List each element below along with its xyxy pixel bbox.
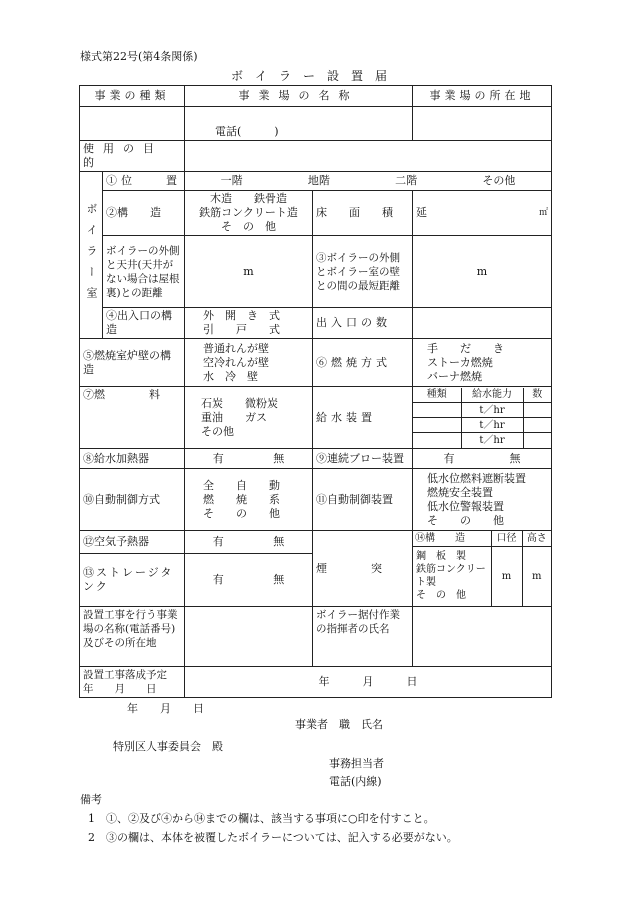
floor-area-field[interactable] bbox=[413, 191, 552, 236]
notes-heading: 備考 bbox=[80, 793, 102, 806]
chimney-table[interactable] bbox=[413, 531, 552, 607]
structure-label: ②構 造 bbox=[103, 191, 185, 236]
entrance-count-field[interactable] bbox=[413, 308, 552, 339]
wall-distance-label: ③ボイラーの外側とボイラー室の壁との間の最短距離 bbox=[313, 236, 413, 308]
auto-control-method-options[interactable] bbox=[185, 469, 313, 531]
col-count: 数 bbox=[523, 388, 551, 403]
chimney-label: 煙 突 bbox=[313, 531, 413, 607]
addressee: 特別区人事委員会 殿 bbox=[113, 740, 223, 753]
purpose-field[interactable] bbox=[185, 141, 552, 172]
fuel-options[interactable] bbox=[185, 387, 313, 449]
option-brick[interactable]: 普通れんが壁 bbox=[203, 341, 269, 355]
chimney-structure-options[interactable] bbox=[413, 546, 491, 606]
option-other[interactable]: そ の 他 bbox=[203, 506, 280, 520]
feedwater-heater-label: ⑧給水加熱器 bbox=[80, 449, 185, 469]
option-no[interactable]: 無 bbox=[509, 451, 521, 465]
option-low-water-alarm[interactable]: 低水位警報装置 bbox=[427, 499, 504, 513]
option-stoker[interactable]: ストーカ燃焼 bbox=[427, 355, 493, 369]
unit-m: m bbox=[243, 264, 254, 278]
option-hand-fired[interactable]: 手 だ き bbox=[427, 341, 504, 355]
option-water-cooled[interactable]: 水 冷 壁 bbox=[203, 369, 258, 383]
completion-date-field[interactable] bbox=[185, 667, 552, 698]
air-preheater-label: ⑫空気予熱器 bbox=[80, 531, 185, 554]
water-supply-label: 給水装置 bbox=[313, 387, 413, 449]
supervisor-field[interactable] bbox=[413, 607, 552, 667]
chimney-height-label: 高さ bbox=[522, 531, 551, 546]
staff-phone: 電話(内線) bbox=[329, 775, 382, 788]
business-name-header: 事業場の名称 bbox=[185, 86, 413, 107]
floor-area-label: 床 面 積 bbox=[313, 191, 413, 236]
unit-t-hr: t／hr bbox=[461, 403, 523, 418]
auto-control-device-options[interactable] bbox=[413, 469, 552, 531]
unit-t-hr: t／hr bbox=[461, 433, 523, 448]
chimney-structure-label: ⑭構 造 bbox=[413, 531, 491, 546]
auto-control-method-label: ⑩自動制御方式 bbox=[80, 469, 185, 531]
business-name-field[interactable] bbox=[185, 107, 413, 141]
furnace-wall-label: ⑤燃焼室炉壁の構 造 bbox=[80, 339, 185, 387]
option-wood-steel[interactable]: 木造 鉄骨造 bbox=[210, 192, 287, 205]
col-type: 種類 bbox=[413, 388, 461, 403]
option-aircooled-brick[interactable]: 空冷れんが壁 bbox=[203, 355, 269, 369]
position-label: ①位 置 bbox=[103, 172, 185, 191]
note-item: 2 ③の欄は、本体を被覆したボイラーについては、記入する必要がない。 bbox=[88, 831, 458, 844]
completion-date-text: 年 月 日 bbox=[318, 675, 418, 688]
option-rc[interactable]: 鉄筋コンクリート製 bbox=[416, 564, 486, 589]
option-other[interactable]: そ の 他 bbox=[427, 513, 504, 527]
furnace-wall-options[interactable] bbox=[185, 339, 313, 387]
water-supply-table[interactable] bbox=[413, 387, 552, 449]
option-steel-plate[interactable]: 鋼 板 製 bbox=[416, 551, 466, 563]
option-coal[interactable]: 石炭 微粉炭 bbox=[201, 396, 278, 410]
option-yes[interactable]: 有 bbox=[212, 534, 224, 548]
combustion-label: ⑥燃焼方式 bbox=[313, 339, 413, 387]
option-first-floor[interactable]: 一階 bbox=[220, 174, 243, 187]
completion-label: 設置工事落成予定 年 月 日 bbox=[80, 667, 185, 698]
phone-label: 電話( ) bbox=[215, 125, 279, 138]
storage-tank-options[interactable] bbox=[185, 553, 313, 606]
wall-distance-field[interactable] bbox=[413, 236, 552, 308]
option-fully-automatic[interactable]: 全 自 動 bbox=[203, 478, 280, 492]
feedwater-heater-options[interactable] bbox=[185, 449, 313, 469]
height-unit: m bbox=[532, 570, 542, 582]
auto-control-device-label: ⑪自動制御装置 bbox=[313, 469, 413, 531]
unit-m: m bbox=[476, 264, 488, 278]
option-other[interactable]: その他 bbox=[201, 424, 234, 438]
option-second-floor[interactable]: 二階 bbox=[395, 174, 418, 187]
business-type-field[interactable] bbox=[80, 107, 185, 141]
air-preheater-options[interactable] bbox=[185, 531, 313, 554]
option-yes[interactable]: 有 bbox=[212, 572, 224, 586]
chimney-diameter-label: 口径 bbox=[491, 531, 522, 546]
option-other[interactable]: その他 bbox=[482, 174, 516, 187]
boiler-form-table bbox=[79, 85, 552, 698]
ceiling-distance-label: ボイラーの外側と天井(天井がない場合は屋根裏)との距離 bbox=[103, 236, 185, 308]
contractor-field[interactable] bbox=[185, 607, 313, 667]
option-no[interactable]: 無 bbox=[273, 451, 285, 465]
staff-label: 事務担当者 bbox=[329, 757, 384, 770]
business-location-header: 事業場の所在地 bbox=[413, 86, 552, 107]
note-item: 1 ①、②及び④から⑭までの欄は、該当する事項に○印を付すこと。 bbox=[88, 812, 435, 825]
blowdown-label: ⑨連続ブロー装置 bbox=[313, 449, 413, 469]
unit-t-hr: t／hr bbox=[461, 418, 523, 433]
contractor-label: 設置工事を行う事業場の名称(電話番号)及びその所在地 bbox=[80, 607, 185, 667]
ceiling-distance-field[interactable] bbox=[185, 236, 313, 308]
option-no[interactable]: 無 bbox=[273, 534, 285, 548]
structure-options[interactable] bbox=[185, 191, 313, 236]
entrance-structure-label: ④出入口の構 造 bbox=[103, 308, 185, 339]
diameter-unit: m bbox=[491, 546, 522, 606]
option-basement[interactable]: 地階 bbox=[307, 174, 330, 187]
option-other[interactable]: そ の 他 bbox=[221, 220, 276, 233]
floor-area-prefix: 延 bbox=[416, 206, 427, 219]
option-low-water-fuel-cutoff[interactable]: 低水位燃料遮断装置 bbox=[427, 471, 526, 485]
business-location-field[interactable] bbox=[413, 107, 552, 141]
option-combustion-system[interactable]: 燃 焼 系 bbox=[203, 492, 280, 506]
storage-tank-label: ⑬ストレージタンク bbox=[80, 553, 185, 606]
floor-area-unit: ㎡ bbox=[538, 208, 548, 218]
position-options[interactable] bbox=[185, 172, 552, 191]
col-capacity: 給水能力 bbox=[461, 388, 523, 403]
option-rc[interactable]: 鉄筋コンクリート造 bbox=[199, 206, 298, 219]
form-number: 様式第22号(第4条関係) bbox=[80, 50, 198, 63]
entrance-structure-options[interactable] bbox=[185, 308, 313, 339]
combustion-options[interactable] bbox=[413, 339, 552, 387]
submission-date: 年 月 日 bbox=[127, 702, 204, 715]
blowdown-options[interactable] bbox=[413, 449, 552, 469]
option-yes[interactable]: 有 bbox=[212, 451, 224, 465]
fuel-label: ⑦燃 料 bbox=[80, 387, 185, 449]
business-person-label: 事業者 職 氏名 bbox=[295, 718, 383, 731]
option-oil-gas[interactable]: 重油 ガス bbox=[201, 410, 267, 424]
option-yes[interactable]: 有 bbox=[443, 451, 455, 465]
purpose-label: 使用の目的 bbox=[80, 141, 185, 172]
option-sliding-door[interactable]: 引 戸 式 bbox=[203, 323, 280, 336]
option-combustion-safety[interactable]: 燃焼安全装置 bbox=[427, 485, 493, 499]
supervisor-label: ボイラー据付作業の指揮者の氏名 bbox=[313, 607, 413, 667]
document-title: ボイラー設置届 bbox=[230, 69, 399, 83]
entrance-count-label: 出入口の数 bbox=[313, 308, 413, 339]
option-other[interactable]: そ の 他 bbox=[416, 590, 466, 602]
boiler-room-label: ボイラー室 bbox=[80, 172, 103, 339]
option-outward-opening[interactable]: 外 開 き 式 bbox=[203, 309, 280, 322]
option-no[interactable]: 無 bbox=[273, 572, 285, 586]
option-burner[interactable]: バーナ燃焼 bbox=[427, 369, 482, 383]
business-type-header: 事業の種類 bbox=[80, 86, 185, 107]
